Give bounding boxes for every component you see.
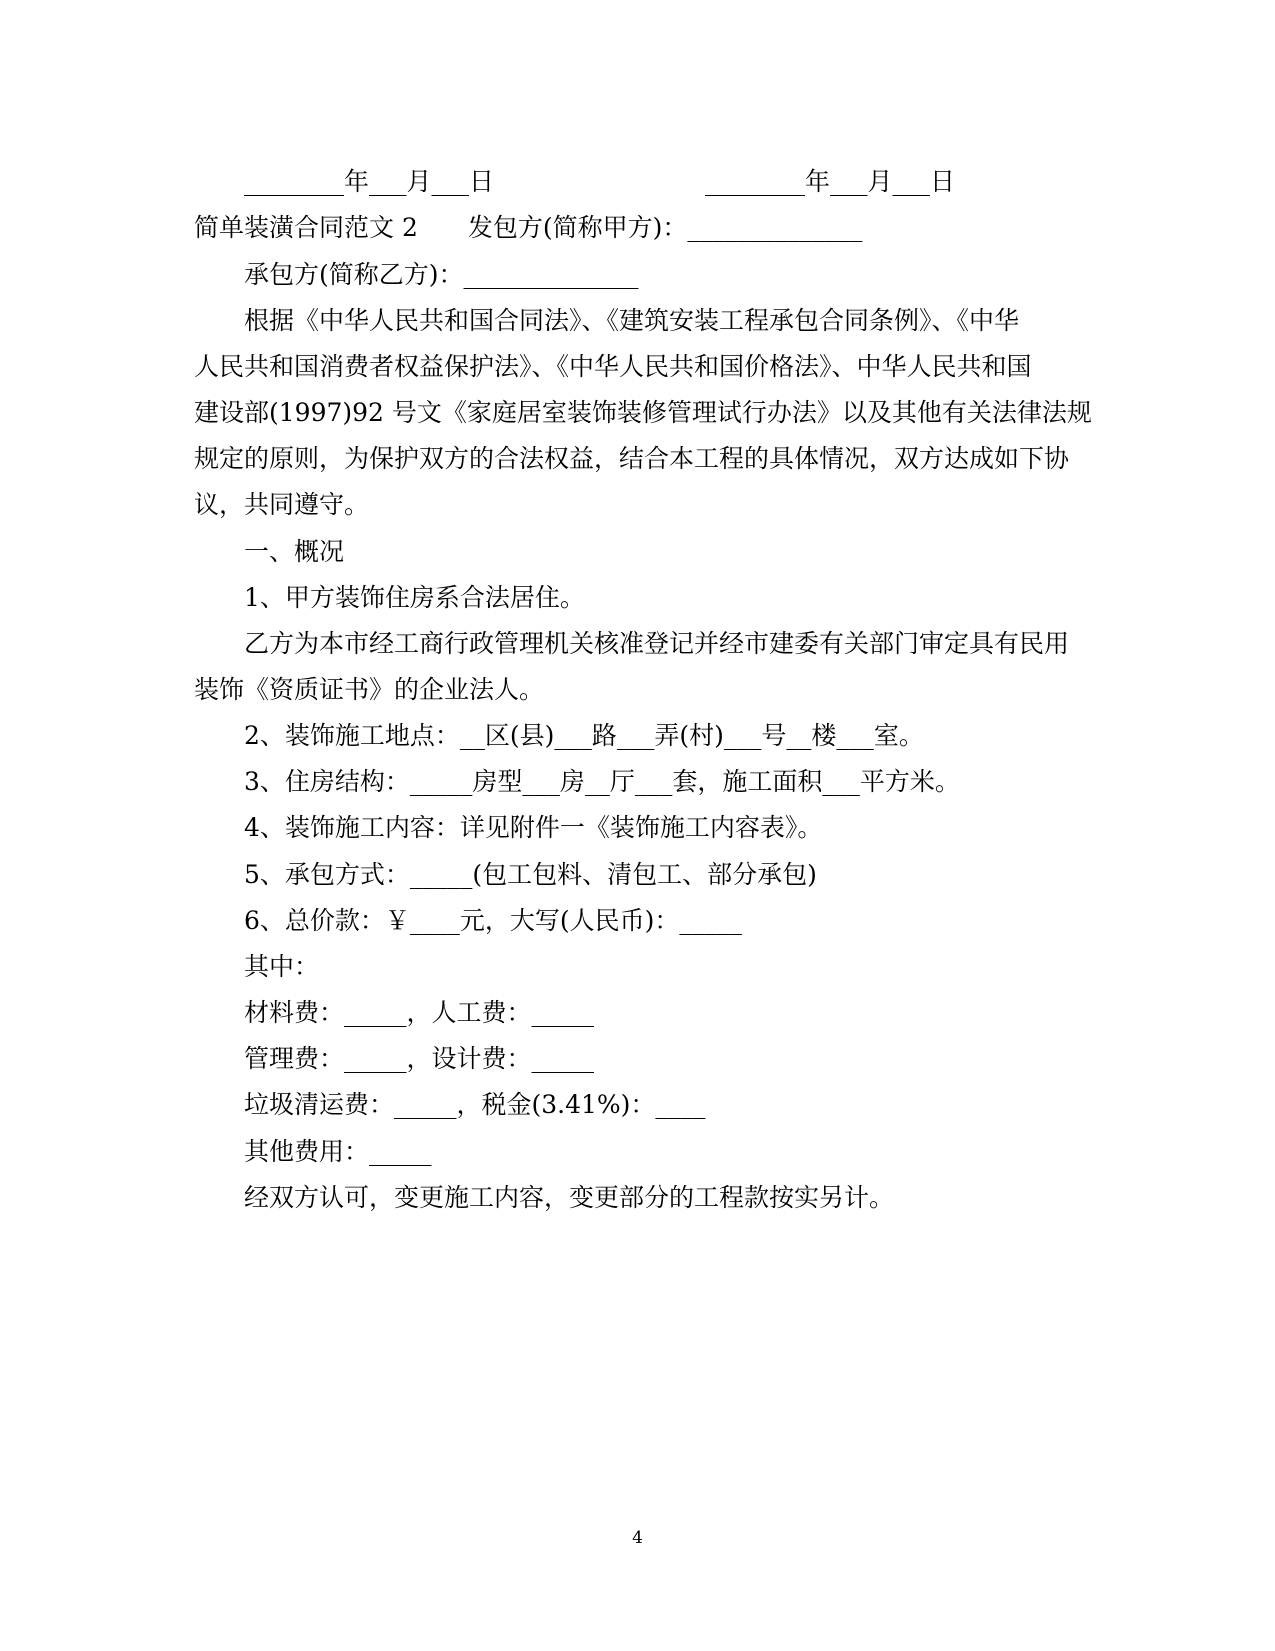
section-heading-overview: 一、概况 [244, 537, 345, 566]
clause-3-housing-structure: 3、住房结构：_____房型___房__厅___套，施工面积___平方米。 [244, 767, 960, 796]
change-order-clause: 经双方认可，变更施工内容，变更部分的工程款按实另计。 [244, 1183, 895, 1212]
party-a-signature-date: ________年___月___日 [244, 167, 495, 196]
contractor-qualification-line-1: 乙方为本市经工商行政管理机关核准登记并经市建委有关部门审定具有民用 [244, 629, 1070, 658]
preamble-line-5: 议，共同遵守。 [194, 490, 370, 519]
contract-title-and-employer-line: 简单装潢合同范文 2 发包方(简称甲方)：______________ [194, 213, 863, 242]
management-and-design-fee-line: 管理费：_____，设计费：_____ [244, 1044, 595, 1073]
preamble-line-2: 人民共和国消费者权益保护法》、《中华人民共和国价格法》、中华人民共和国 [194, 352, 1032, 381]
clause-1: 1、甲方装饰住房系合法居住。 [244, 583, 585, 612]
material-and-labor-fee-line: 材料费：_____，人工费：_____ [244, 998, 595, 1027]
waste-and-tax-line: 垃圾清运费：_____，税金(3.41%)：____ [244, 1090, 706, 1119]
other-fees-line: 其他费用：_____ [244, 1137, 432, 1166]
clause-5-contract-method: 5、承包方式：_____(包工包料、清包工、部分承包) [244, 860, 817, 889]
preamble-line-3: 建设部(1997)92 号文《家庭居室装饰装修管理试行办法》以及其他有关法律法规 [194, 398, 1092, 427]
clause-6-total-price: 6、总价款：￥____元，大写(人民币)：_____ [244, 906, 742, 935]
preamble-line-1: 根据《中华人民共和国合同法》、《建筑安装工程承包合同条例》、《中华 [244, 306, 1020, 335]
contractor-qualification-line-2: 装饰《资质证书》的企业法人。 [194, 675, 545, 704]
contractor-line: 承包方(简称乙方)：______________ [244, 260, 639, 289]
breakdown-heading: 其中： [244, 952, 320, 981]
clause-4-work-content: 4、装饰施工内容：详见附件一《装饰施工内容表》。 [244, 813, 823, 842]
preamble-line-4: 规定的原则，为保护双方的合法权益，结合本工程的具体情况，双方达成如下协 [194, 444, 1070, 473]
page-number: 4 [632, 1528, 643, 1548]
party-b-signature-date: ________年___月___日 [705, 167, 956, 196]
clause-2-site-address: 2、装饰施工地点：__区(县)___路___弄(村)___号__楼___室。 [244, 721, 924, 750]
